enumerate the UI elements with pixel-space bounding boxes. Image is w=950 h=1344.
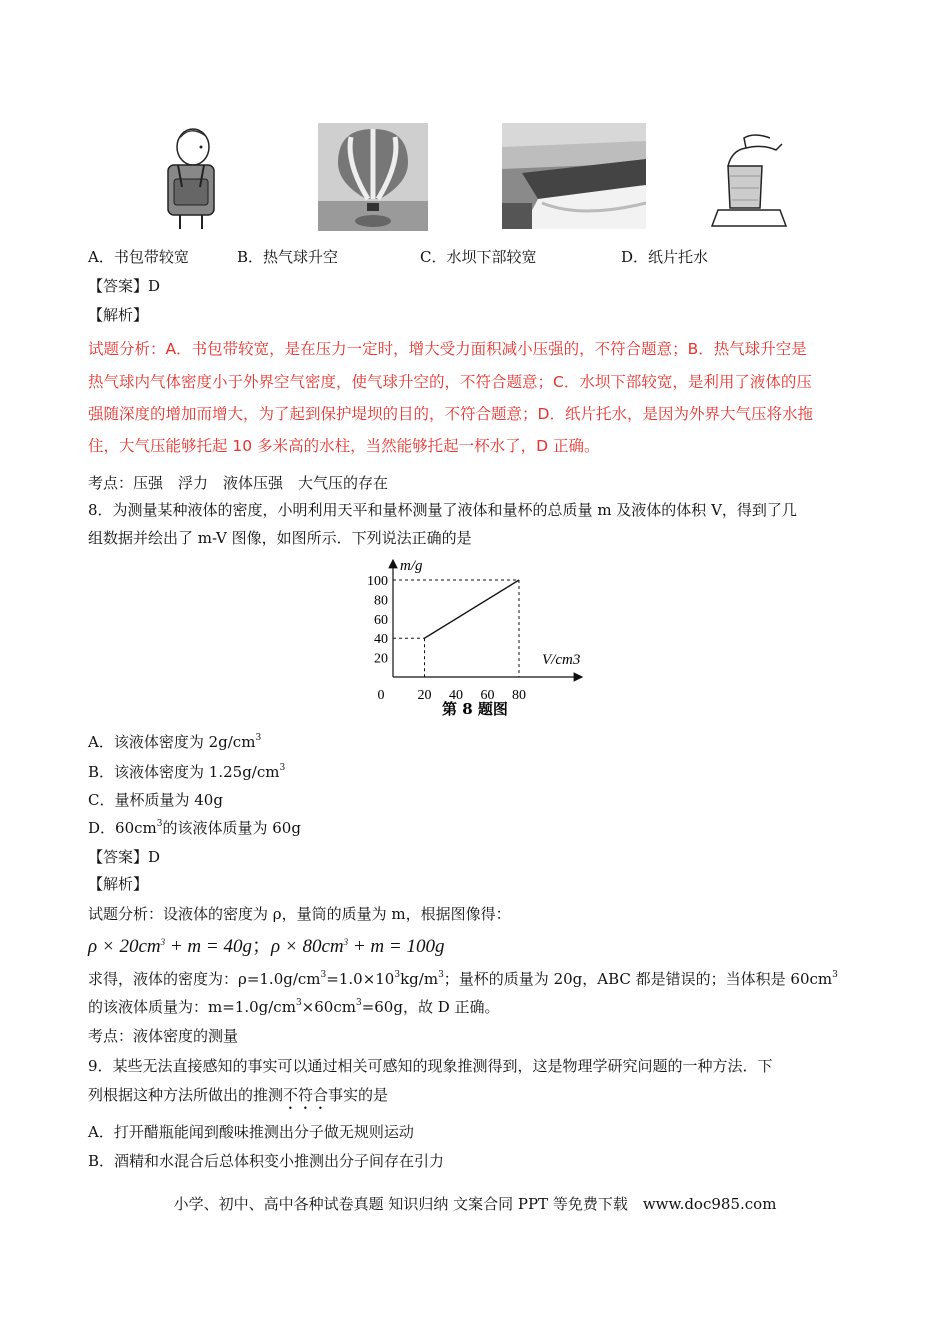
page-footer: 小学、初中、高中各种试卷真题 知识归纳 文案合同 PPT 等免费下载 www.doc985.com [173, 1195, 777, 1213]
q8-option-c: C．量杯质量为 40g [88, 791, 223, 809]
hot-air-balloon-picture [318, 123, 428, 231]
y-tick-label: 80 [374, 593, 388, 609]
q7-answer: 【答案】D [88, 277, 161, 295]
x-tick-label: 40 [449, 688, 463, 703]
q7-option-a: A．书包带较宽 [88, 248, 189, 266]
x-tick-label: 60 [480, 688, 495, 703]
q7-analysis-line: 强随深度的增加而增大，为了起到保护堤坝的目的，不符合题意；D．纸片托水，是因为外界大气压将水拖 [88, 405, 813, 423]
q8-answer: 【答案】D [88, 848, 161, 866]
emphasis-text: 不符合 [283, 1086, 329, 1104]
q7-analysis-line: 试题分析：A．书包带较宽，是在压力一定时，增大受力面积减小压强的，不符合题意；B．热气球升空是 [88, 340, 807, 358]
q8-stem-line: 组数据并绘出了 m-V 图像，如图所示．下列说法正确的是 [88, 529, 472, 547]
q8-result-line: 的该液体质量为：$m=1.0g/cm^3\times 60cm^3=60g$，故 D 正确。 [88, 998, 500, 1016]
q7-kaodian: 考点：压强 浮力 液体压强 大气压的存在 [88, 474, 389, 492]
series-line [425, 580, 520, 638]
x-tick-label: 80 [512, 688, 526, 703]
q8-result-line: 求得，液体的密度为：$\rho=1.0g/cm^3=1.0\times 10^3kg/m^3$；量杯的质量为 20g，ABC 都是错误的；当体积是 $60cm^3$ [88, 970, 838, 988]
x-axis-label: V/cm3 [542, 652, 581, 668]
y-tick-label: 100 [367, 574, 388, 589]
schoolbag-boy-picture [160, 127, 222, 231]
q9-option-a: A．打开醋瓶能闻到酸味推测出分子做无规则运动 [88, 1123, 414, 1141]
q8-mv-chart [360, 552, 590, 724]
q7-option-b: B．热气球升空 [237, 248, 339, 266]
q9-stem-line: 9．某些无法直接感知的事实可以通过相关可感知的现象推测得到，这是物理学研究问题的一种方法．下 [88, 1057, 773, 1075]
q7-analysis-heading: 【解析】 [88, 306, 149, 324]
q8-equations: $\rho \times 20cm^3 + m = 40g$；$\rho \times 80cm^3 + m = 100g$ [88, 936, 445, 957]
q9-option-b: B．酒精和水混合后总体积变小推测出分子间存在引力 [88, 1152, 445, 1170]
q8-kaodian: 考点：液体密度的测量 [88, 1027, 239, 1045]
dam-picture [502, 123, 646, 229]
y-tick-label: 20 [374, 651, 388, 667]
q9-stem-line: 列根据这种方法所做出的推测不符合事实的是 [88, 1086, 389, 1104]
y-tick-label: 40 [374, 632, 388, 648]
y-axis-label: m/g [400, 558, 423, 574]
q8-analysis-heading: 【解析】 [88, 875, 149, 893]
q7-option-d: D．纸片托水 [621, 248, 709, 266]
q7-analysis-line: 热气球内气体密度小于外界空气密度，使气球升空的，不符合题意；C．水坝下部较宽，是利用了液体的压 [88, 373, 812, 391]
q8-stem-line: 8．为测量某种液体的密度，小明利用天平和量杯测量了液体和量杯的总质量 m 及液体的体积 V，得到了几 [88, 501, 797, 519]
x-tick-label: 20 [417, 688, 432, 703]
q8-option-a: A．该液体密度为 $2g/cm^3$ [88, 733, 262, 751]
q8-option-b: B．该液体密度为 $1.25g/cm^3$ [88, 763, 286, 781]
q8-analysis-line: 试题分析：设液体的密度为 ρ，量筒的质量为 m，根据图像得： [88, 905, 511, 923]
paper-holds-water-picture [710, 130, 788, 228]
q7-option-c: C．水坝下部较宽 [420, 248, 537, 266]
chart-title: 第 8 题图 [442, 700, 508, 718]
y-tick-label: 60 [374, 612, 388, 628]
q7-analysis-line: 住，大气压能够托起 10 多米高的水柱，当然能够托起一杯水了，D 正确。 [88, 437, 600, 455]
q8-option-d: D．$60cm^3$的该液体质量为 60g [88, 819, 301, 837]
x-tick-label: 0 [377, 688, 385, 703]
